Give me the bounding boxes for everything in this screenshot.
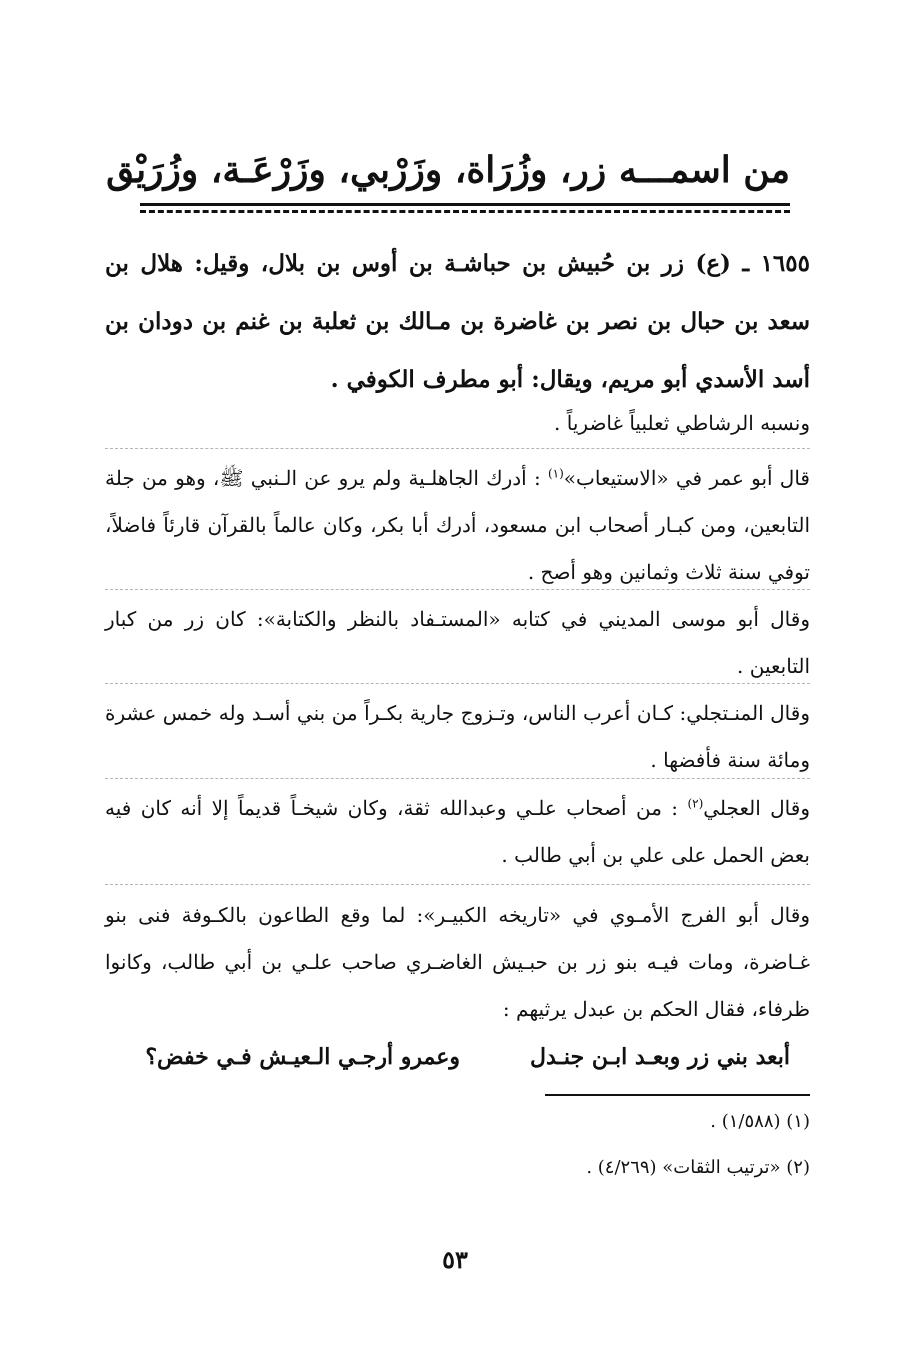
paragraph-text: قال أبو عمر في «الاستيعاب» bbox=[563, 466, 810, 490]
paragraph-text: وقال العجلي bbox=[703, 796, 810, 820]
title-double-rule bbox=[140, 203, 790, 217]
page-number: ٥٣ bbox=[442, 1245, 468, 1274]
paragraph-muntajili: وقال المنـتجلي: كـان أعرب الناس، وتـزوج جارية بكـراً من بني أسـد وله خمس عشرة ومائة سنة فأفضها . bbox=[105, 701, 810, 772]
title-rule-solid bbox=[140, 203, 790, 206]
paragraph-abu-umar bbox=[105, 455, 810, 596]
biography-entry-heading bbox=[105, 235, 810, 409]
paragraph-separator bbox=[105, 884, 810, 885]
paragraph-abu-musa: وقال أبو موسى المديني في كتابه «المستـفاد بالنظر والكتابة»: كان زر من كبار التابعين . bbox=[105, 607, 810, 678]
paragraph-separator bbox=[105, 778, 810, 779]
footnote-separator bbox=[545, 1094, 810, 1096]
footnote-1: (١) (١/٥٨٨) . bbox=[710, 1111, 810, 1132]
footnote-2: (٢) «ترتيب الثقات» (٤/٢٦٩) . bbox=[586, 1157, 810, 1178]
poetry-verse bbox=[145, 1032, 790, 1082]
footnote-ref-1[interactable]: (١) bbox=[547, 466, 564, 481]
paragraph-text: : من أصحاب علـي وعبدالله ثقة، وكان شيخـاً قديماً إلا أنه كان فيه بعض الحمل على علي بن أبي طالب . bbox=[105, 796, 810, 867]
paragraph-rushati: ونسبه الرشاطي ثعلبياً غاضرياً . bbox=[554, 411, 810, 435]
paragraph-text: : أدرك الجاهلـية ولم يرو عن الـنبي ﷺ، وهو من جلة التابعين، ومن كبـار أصحاب ابن مسعود، أدرك أبا بكر، وكان عالماً بالقرآن قارئاً فاضلاً، توفي سنة ثلاث وثمانين وهو أصح . bbox=[105, 466, 810, 584]
paragraph-abu-al-faraj: وقال أبو الفرج الأمـوي في «تاريخه الكبيـر»: لما وقع الطاعون بالكـوفة فنى بنو غـاضرة، ومات فيـه بنو زر بن حبـيش الغاضـري صاحب علـي بن أبي طالب، وكانوا ظرفاء، فقال الحكم بن عبدل يرثيهم : bbox=[105, 903, 810, 1021]
paragraph-separator bbox=[105, 448, 810, 449]
paragraph-separator bbox=[105, 683, 810, 684]
verse-second-hemistich: وعمرو أرجـي الـعيـش فـي خفض؟ bbox=[145, 1044, 460, 1070]
entry-heading-text: ـ (ع) زر بن حُبيش بن حباشـة بن أوس بن بلال، وقيل: هلال بن سعد بن حبال بن نصر بن غاضرة بن مـالك بن ثعلبة بن غنم بن دودان بن أسد الأسدي أبو مريم، ويقال: أبو مطرف الكوفي . bbox=[105, 250, 810, 393]
footnote-ref-2[interactable]: (٢) bbox=[687, 796, 704, 811]
entry-number: ١٦٥٥ bbox=[760, 250, 810, 277]
paragraph-ijli bbox=[105, 785, 810, 879]
paragraph-separator bbox=[105, 589, 810, 590]
verse-first-hemistich: أبعد بني زر وبعـد ابـن جنـدل bbox=[529, 1044, 790, 1070]
chapter-title: من اسمـــه زر، وزُرَاة، وزَرْبي، وزَرْعَـة، وزُرَيْق bbox=[106, 149, 790, 191]
title-rule-dashed bbox=[140, 210, 790, 213]
